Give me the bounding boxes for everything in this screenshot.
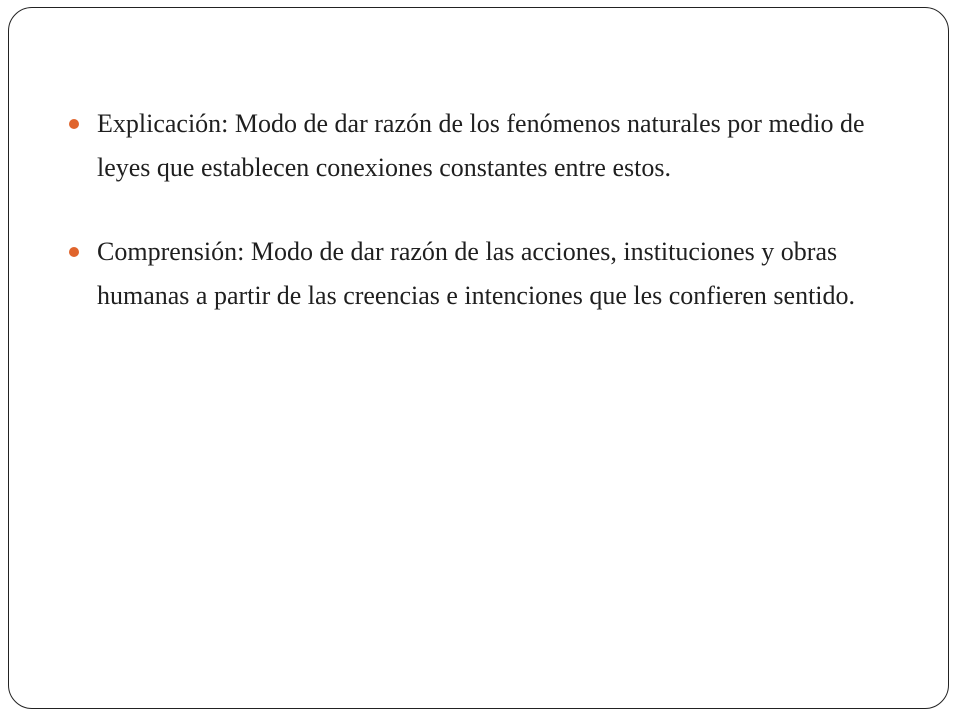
bullet-item-comprension xyxy=(69,230,919,318)
bullet-text-explicacion: Explicación: Modo de dar razón de los fenómenos naturales por medio de leyes que establecen conexiones constantes entre estos. xyxy=(97,109,865,182)
bullet-dot-icon xyxy=(69,247,79,257)
slide-frame xyxy=(8,7,949,709)
bullet-item-explicacion xyxy=(69,102,919,190)
bullet-list xyxy=(69,102,919,358)
bullet-dot-icon xyxy=(69,119,79,129)
bullet-text-comprension: Comprensión: Modo de dar razón de las acciones, instituciones y obras humanas a partir de las creencias e intenciones que les confieren sentido. xyxy=(97,237,856,310)
